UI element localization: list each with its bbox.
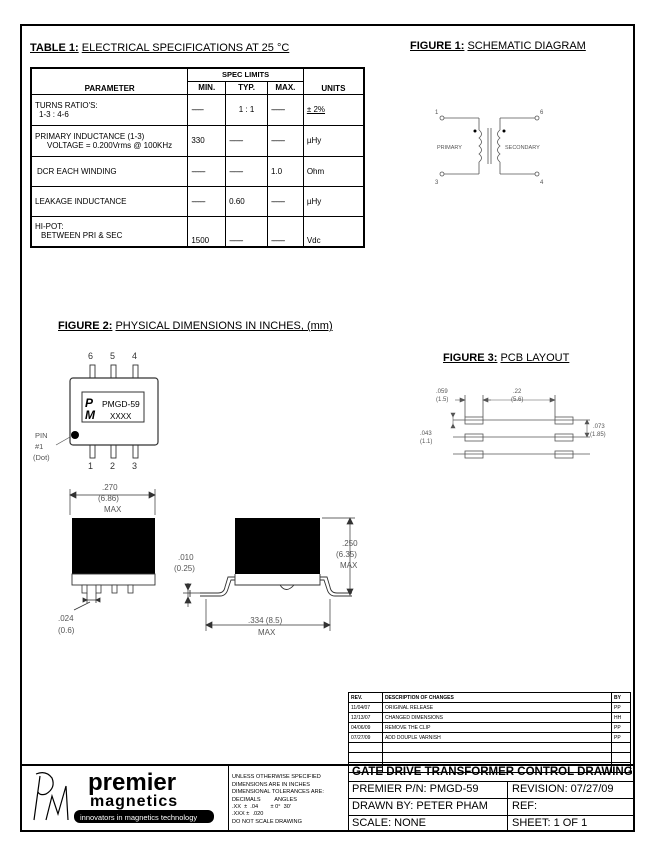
table-row: 11/04/07 ORIGINAL RELEASE PP (349, 703, 631, 713)
header-units: UNITS (303, 68, 364, 94)
svg-text:MAX: MAX (104, 505, 122, 514)
physical-dimensions-drawing (30, 345, 370, 645)
table-row: 07/27/09 ADD DOUPLE VARNISH PP (349, 733, 631, 743)
table-row: 12/13/07 CHANGED DIMENSIONS HH (349, 713, 631, 723)
company-name: premier (88, 769, 177, 796)
svg-text:.043: .043 (420, 431, 432, 437)
svg-text:1: 1 (88, 461, 94, 471)
svg-text:#1: #1 (35, 442, 44, 451)
svg-text:PIN: PIN (35, 431, 48, 440)
svg-text:6: 6 (88, 351, 94, 361)
pin-label: 1 (435, 110, 439, 116)
drawing-title: GATE DRIVE TRANSFORMER CONTROL DRAWING (352, 766, 633, 778)
svg-text:(0.25): (0.25) (174, 564, 195, 573)
svg-text:P: P (85, 396, 94, 410)
company-logo (26, 768, 224, 828)
header-spec-limits: SPEC LIMITS (188, 68, 304, 81)
svg-text:.22: .22 (513, 389, 522, 395)
svg-text:MAX: MAX (340, 561, 358, 570)
table-row: 04/06/09 REMOVE THE CLIP PP (349, 723, 631, 733)
pin-label: 4 (540, 180, 544, 186)
svg-text:.250: .250 (342, 539, 358, 548)
company-name-2: magnetics (90, 793, 179, 810)
table-row: TURNS RATIO'S: 1-3 : 4-6 ------- 1 : 1 -------- ± 2% (31, 94, 364, 125)
svg-text:(1.1): (1.1) (420, 439, 433, 445)
header-min: MIN. (188, 81, 226, 94)
primary-label: PRIMARY (437, 145, 462, 151)
svg-text:.073: .073 (593, 424, 605, 430)
svg-text:.024: .024 (58, 614, 74, 623)
svg-text:(1.85): (1.85) (590, 432, 606, 438)
table-row: LEAKAGE INDUCTANCE -------- 0.60 -------- µHy (31, 186, 364, 216)
header-max: MAX. (267, 81, 303, 94)
revision-table: REV. DESCRIPTION OF CHANGES BY 11/04/07 ORIGINAL RELEASE PP 12/13/07 CHANGED DIMENSIONS HH 04/06/09 REMOVE THE CLIP PP 07/27/09 ADD DOUPLE VARNISH PP (348, 692, 631, 773)
svg-text:4: 4 (132, 351, 138, 361)
header-parameter: PARAMETER (31, 68, 188, 94)
table-row (349, 743, 631, 753)
svg-text:MAX: MAX (258, 628, 276, 637)
sheet: SHEET: 1 OF 1 (512, 817, 588, 829)
ref: REF: (512, 800, 538, 812)
figure1-title: FIGURE 1: SCHEMATIC DIAGRAM (410, 40, 586, 52)
pin-label: 3 (435, 180, 439, 186)
svg-text:XXXX: XXXX (110, 412, 132, 421)
svg-text:2: 2 (110, 461, 116, 471)
company-tagline: innovators in magnetics technology (80, 813, 198, 822)
svg-text:(1.5): (1.5) (436, 397, 449, 403)
table-row: HI-POT: BETWEEN PRI & SEC 1500 -------- -------- Vdc (31, 216, 364, 247)
pcb-layout-drawing (415, 380, 615, 470)
title-block-fields (348, 764, 635, 832)
schematic-diagram (425, 100, 575, 190)
svg-text:.270: .270 (102, 483, 118, 492)
svg-text:.334 (8.5): .334 (8.5) (248, 616, 283, 625)
tolerance-notes: UNLESS OTHERWISE SPECIFIED DIMENSIONS ARE IN INCHES DIMENSIONAL TOLERANCES ARE: DECIMALS ANGLES .XX ± .04 ± 0° 30' .XXX ± .020 DO NOT SCALE DRAWING (232, 774, 324, 825)
svg-text:(5.6): (5.6) (511, 397, 524, 403)
svg-text:.010: .010 (178, 553, 194, 562)
electrical-spec-table (30, 67, 365, 248)
scale: SCALE: NONE (352, 817, 426, 829)
figure2-title: FIGURE 2: PHYSICAL DIMENSIONS IN INCHES, (mm) (58, 320, 333, 332)
table-row: DCR EACH WINDING -------- -------- 1.0 Ohm (31, 156, 364, 186)
svg-text:.059: .059 (436, 389, 448, 395)
revision: REVISION: 07/27/09 (512, 783, 614, 795)
pin-label: 6 (540, 110, 544, 116)
table-row: PRIMARY INDUCTANCE (1-3) VOLTAGE = 0.200Vrms @ 100KHz 330 -------- -------- µHy (31, 125, 364, 156)
svg-text:PMGD-59: PMGD-59 (102, 399, 140, 409)
secondary-label: SECONDARY (505, 145, 540, 151)
header-typ: TYP. (226, 81, 268, 94)
drawn-by: DRAWN BY: PETER PHAM (352, 800, 488, 812)
part-number: PREMIER P/N: PMGD-59 (352, 783, 479, 795)
svg-text:(0.6): (0.6) (58, 626, 75, 635)
svg-text:(Dot): (Dot) (33, 453, 50, 462)
svg-text:(6.35): (6.35) (336, 550, 357, 559)
svg-text:5: 5 (110, 351, 116, 361)
svg-text:M: M (85, 408, 95, 422)
table-row (349, 753, 631, 763)
figure3-title: FIGURE 3: PCB LAYOUT (443, 352, 570, 364)
svg-text:3: 3 (132, 461, 138, 471)
svg-text:(6.86): (6.86) (98, 494, 119, 503)
table1-title: TABLE 1: ELECTRICAL SPECIFICATIONS AT 25 °C (30, 42, 290, 54)
